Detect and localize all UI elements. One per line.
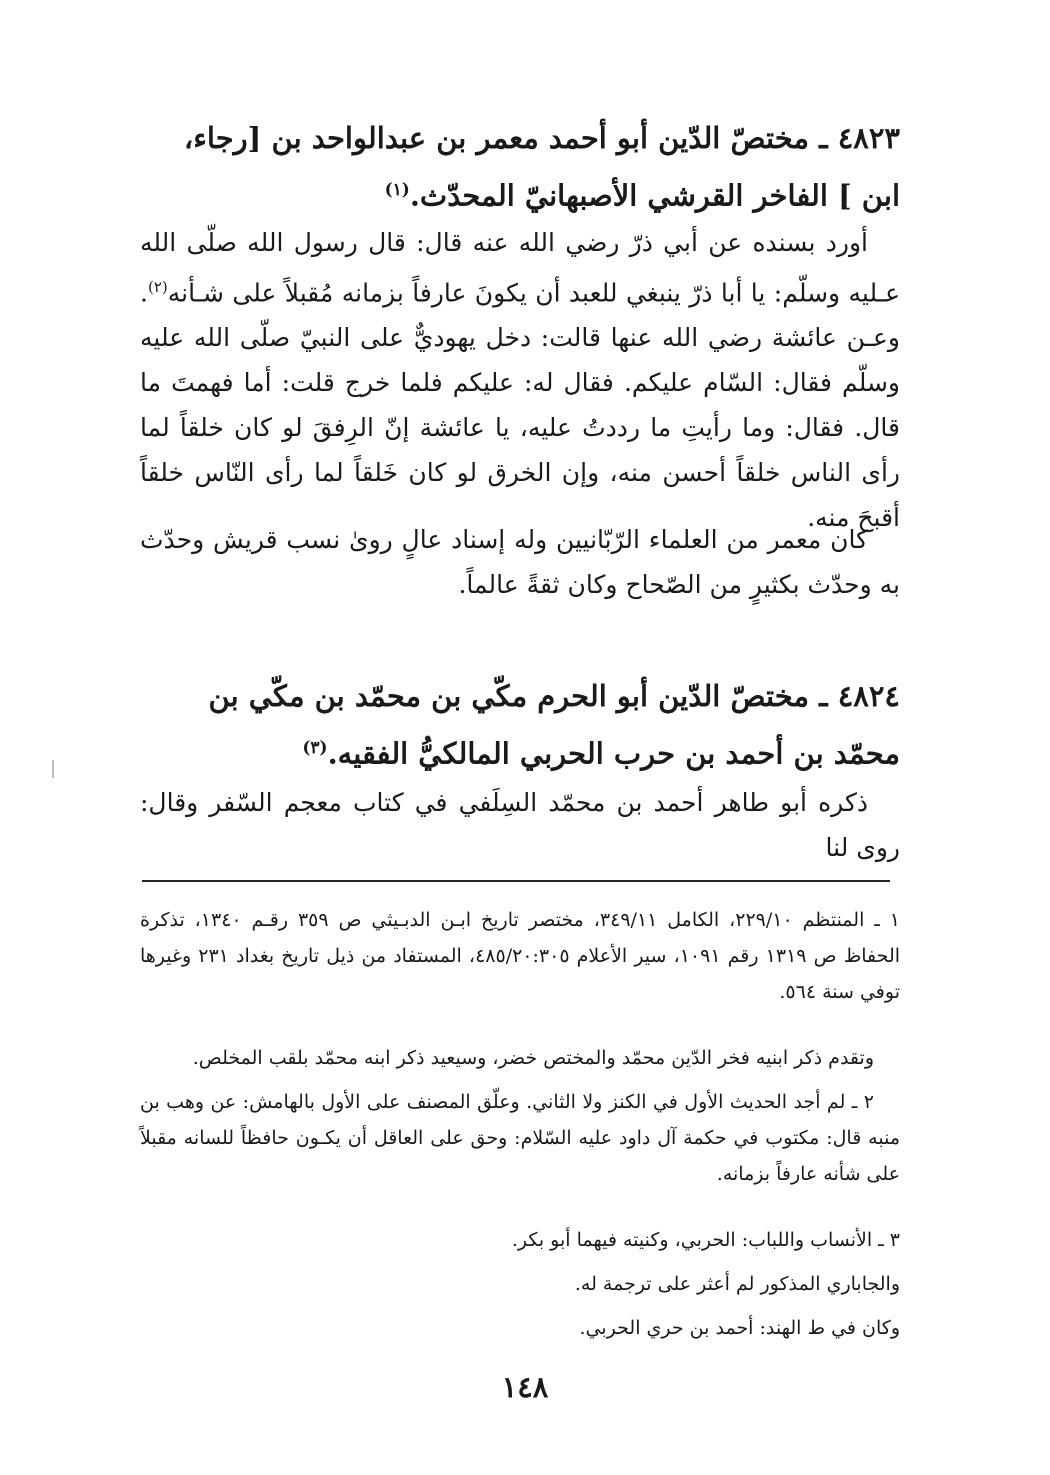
paragraph-text: أورد بسنده عن أبي ذرّ رضي الله عنه قال: قال رسول الله صلّى الله عـليه وسلّم: يا أبا ذرّ ينبغي للعبد أن يكونَ عارفاً بزمانه مُقبلاً على شـأنه bbox=[140, 228, 900, 308]
entry-paragraph bbox=[140, 220, 900, 540]
entry-number: ٤٨٢٤ ـ bbox=[819, 679, 900, 713]
footnote-divider bbox=[142, 880, 890, 882]
footnote-ref: (٣) bbox=[302, 738, 328, 758]
footnote-3-line-3: وكان في ط الهند: أحمد بن حري الحربي. bbox=[579, 1317, 900, 1339]
entry-heading-4823 bbox=[140, 112, 900, 222]
page-number: ١٤٨ bbox=[501, 1370, 549, 1404]
entry-number: ٤٨٢٣ ـ bbox=[819, 121, 900, 155]
margin-mark bbox=[52, 760, 54, 778]
entry-title: مختصّ الدّين أبو الحرم مكّي بن محمّد بن مكّي بن محمّد بن أحمد بن حرب الحربي المالكيُّ الفقيه. bbox=[208, 679, 900, 771]
entry-paragraph bbox=[140, 517, 900, 607]
paragraph-text: ذكره أبو طاهر أحمد بن محمّد السِلَفي في كتاب معجم السّفر وقال: روى لنا bbox=[140, 788, 900, 862]
footnote-1-continuation: وتقدم ذكر ابنيه فخر الدّين محمّد والمختص خضر، وسيعيد ذكر ابنه محمّد بلقب المخلص. bbox=[192, 1047, 874, 1069]
entry-title: مختصّ الدّين أبو أحمد معمر بن عبدالواحد بن [رجاء، ابن ] الفاخر القرشي الأصبهانيّ المحدّث. bbox=[183, 121, 900, 213]
footnote-ref: (٢) bbox=[147, 278, 168, 296]
entry-heading-4824 bbox=[140, 670, 900, 780]
footnote-ref: (١) bbox=[384, 180, 410, 200]
paragraph-text: كان معمر من العلماء الرّبّانيين وله إسناد عالٍ روىٰ نسب قريش وحدّث به وحدّث بكثيرٍ من الصّحاح وكان ثقةً عالماً. bbox=[140, 525, 900, 599]
footnote-2: ٢ ـ لم أجد الحديث الأول في الكنز ولا الثاني. وعلّق المصنف على الأول بالهامش: عن وهب بن منبه قال: مكتوب في حكمة آل داود عليه السّلام: وحق على العاقل أن يكـون حافظاً للسانه مقبلاً على شأنه عارفاً بزمانه. bbox=[140, 1091, 900, 1185]
footnote-3: ٣ ـ الأنساب واللباب: الحربي، وكنيته فيهما أبو بكر. bbox=[511, 1229, 900, 1251]
entry-paragraph bbox=[140, 780, 900, 870]
paragraph-text-continued: . وعـن عائشة رضي الله عنها قالت: دخل يهوديٌّ على النبيّ صلّى الله عليه وسلّم فقال: السّام عليكم. فقال له: عليكم فلما خرج قلت: أما فهمتَ ما قال. فقال: وما رأيتِ ما رددتُ عليه، يا عائشة إنّ الرِفقَ لو كان خلقاً لما رأى الناس خلقاً أحسن منه، وإن الخرق لو كان خَلقاً لما رأى النّاس خلقاً أقبحَ منه. bbox=[140, 278, 900, 533]
footnote-3-line-2: والجاباري المذكور لم أعثر على ترجمة له. bbox=[574, 1273, 900, 1295]
footnote-1: ١ ـ المنتظم ٢٢٩/١٠، الكامل ٣٤٩/١١، مختصر تاريخ ابـن الدبـيثي ص ٣٥٩ رقـم ١٣٤٠، تذكرة الحفاظ ص ١٣١٩ رقم ١٠٩١، سير الأعلام ٤٨٥/٢٠:٣٠٥، المستفاد من ذيل تاريخ بغداد ٢٣١ وغيرها توفي سنة ٥٦٤. bbox=[140, 909, 901, 1003]
